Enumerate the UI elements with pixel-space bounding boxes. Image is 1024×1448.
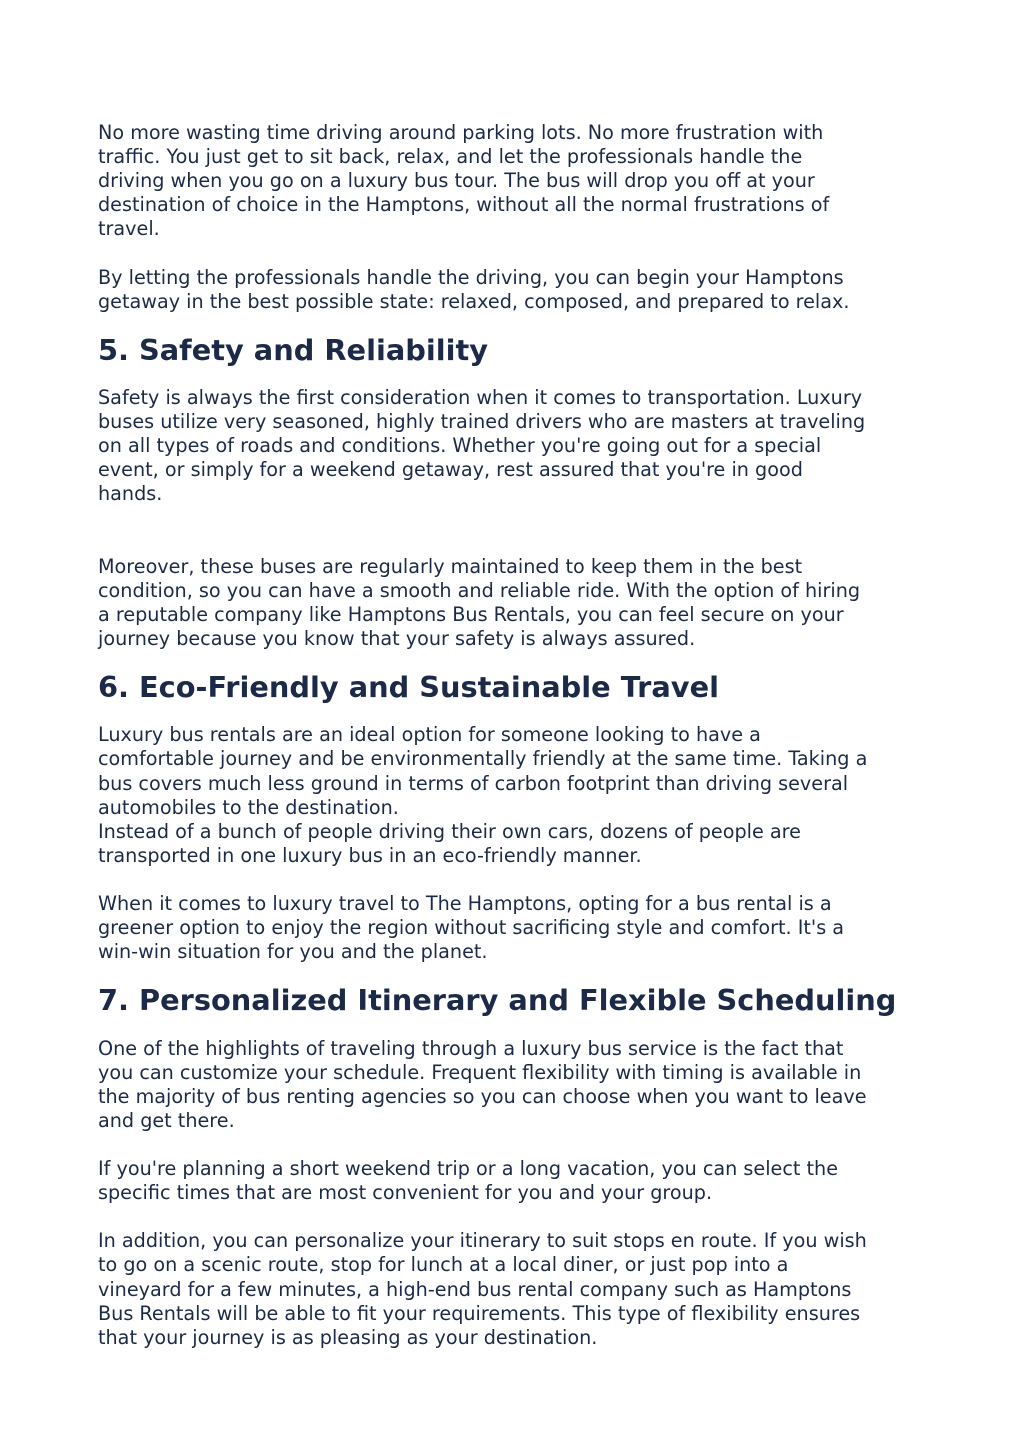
paragraph-relaxed-getaway: By letting the professionals handle the driving, you can begin your Hamptons getaway in the best possible state: relaxed, composed, and prepared to relax. bbox=[98, 265, 850, 313]
paragraph-greener-option: When it comes to luxury travel to The Hamptons, opting for a bus rental is a greener option to enjoy the region without sacrificing style and comfort. It's a win-win situation for you and the planet. bbox=[98, 892, 845, 964]
heading-safety-reliability: 5. Safety and Reliability bbox=[98, 332, 489, 367]
heading-personalized-itinerary: 7. Personalized Itinerary and Flexible Scheduling bbox=[98, 983, 897, 1018]
paragraph-environment: Luxury bus rentals are an ideal option for someone looking to have a comfortable journey and be environmentally friendly at the same time. Taking a bus covers much less ground in terms of carbon footprint than driving several automobiles to the destination. Instead of a bunch of people driving their own cars, dozens of people are transported in one luxury bus in an eco-friendly manner. bbox=[98, 723, 868, 867]
paragraph-safety-drivers: Safety is always the first consideration when it comes to transportation. Luxury buses utilize very seasoned, highly trained drivers who are masters at traveling on all types of roads and conditions. Whether you're going out for a special event, or simply for a weekend getaway, rest assured that you're in good hands. bbox=[98, 386, 866, 506]
paragraph-specific-times: If you're planning a short weekend trip or a long vacation, you can select the specific times that are most convenient for you and your group. bbox=[98, 1157, 839, 1205]
paragraph-parking-traffic: No more wasting time driving around parking lots. No more frustration with traffic. You just get to sit back, relax, and let the professionals handle the driving when you go on a luxury bus tour. The bus will drop you off at your destination of choice in the Hamptons, without all the normal frustrations of travel. bbox=[98, 121, 830, 241]
paragraph-maintenance: Moreover, these buses are regularly maintained to keep them in the best condition, so you can have a smooth and reliable ride. With the option of hiring a reputable company like Hamptons Bus Rentals, you can feel secure on your journey because you know that your safety is always assured. bbox=[98, 554, 861, 650]
paragraph-customize-schedule: One of the highlights of traveling through a luxury bus service is the fact that you can customize your schedule. Frequent flexibility with timing is available in the majority of bus renting agencies so you can choose when you want to leave and get there. bbox=[98, 1036, 867, 1132]
heading-eco-friendly: 6. Eco-Friendly and Sustainable Travel bbox=[98, 670, 719, 705]
paragraph-stops-en-route: In addition, you can personalize your itinerary to suit stops en route. If you wish to go on a scenic route, stop for lunch at a local diner, or just pop into a vineyard for a few minutes, a high-end bus rental company such as Hamptons Bus Rentals will be able to fit your requirements. This type of flexibility ensures that your journey is as pleasing as your destination. bbox=[98, 1229, 867, 1349]
document-page bbox=[98, 121, 938, 1350]
